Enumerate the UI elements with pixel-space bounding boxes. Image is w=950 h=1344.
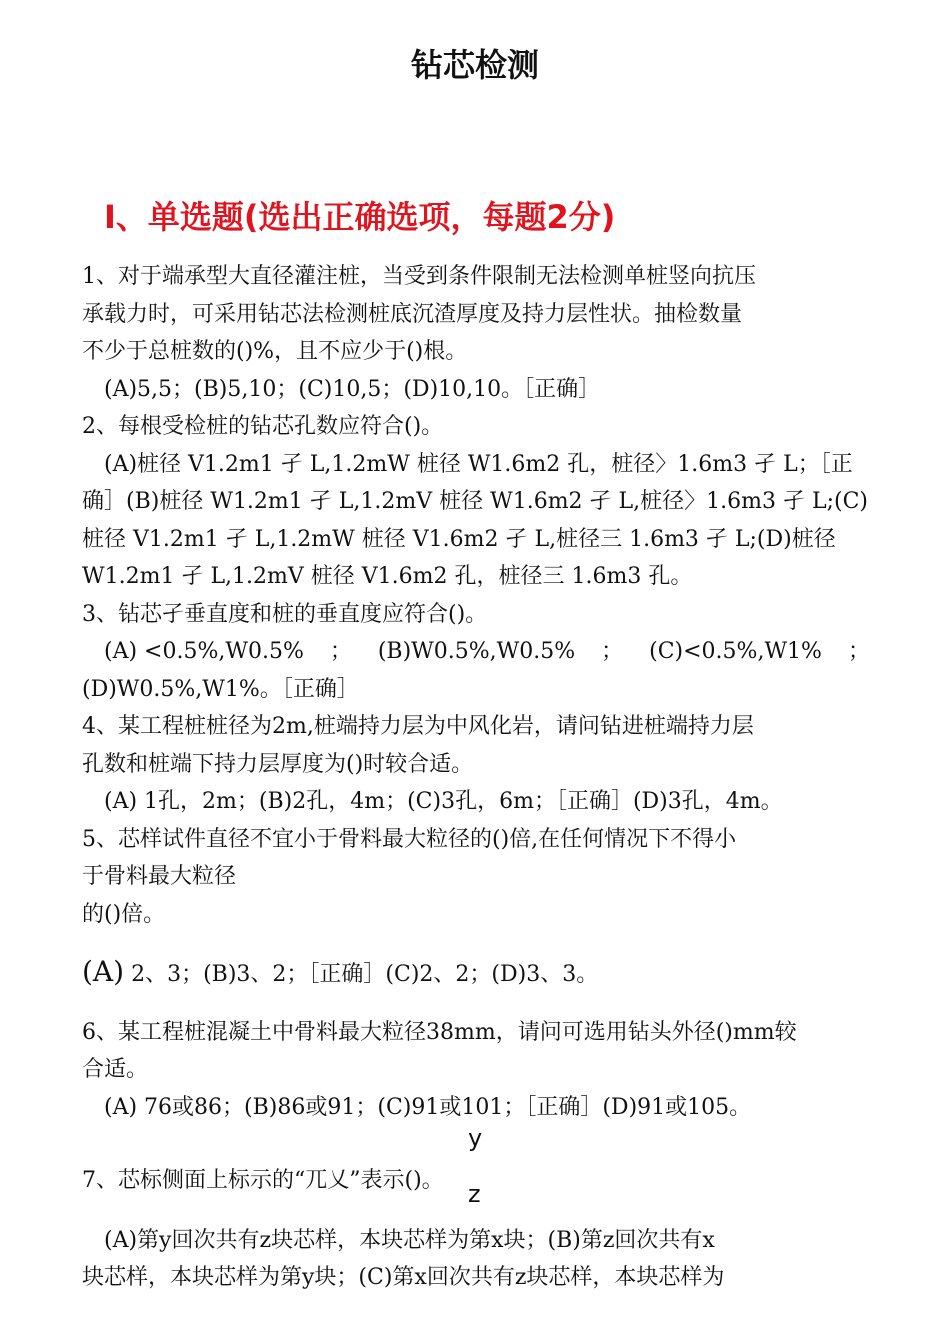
question-options: (A)5,5；(B)5,10；(C)10,5；(D)10,10。［正确］: [104, 376, 601, 402]
question-2: [82, 408, 870, 596]
question-text: 承载力时，可采用钻芯法检测桩底沉渣厚度及持力层性状。抽检数量: [82, 301, 743, 327]
question-text-block: [82, 1124, 870, 1208]
question-options: [82, 633, 870, 671]
option-separator: ；: [329, 639, 352, 664]
question-5: [82, 821, 870, 1014]
question-options: 桩径 V1.2m1 孑 L,1.2mW 桩径 V1.6m2 孑 L,桩径三 1.6m3 孑 L;(D)桩径: [82, 526, 836, 552]
option-a: (A) <0.5%,W0.5%: [104, 639, 304, 664]
question-options: (A)桩径 V1.2m1 孑 L,1.2mW 桩径 W1.6m2 孔，桩径〉1.6m3 孑 L；［正: [104, 451, 853, 477]
section-heading: I、单选题(选出正确选项，每题2分): [104, 198, 616, 236]
question-text: 7、芯标侧面上标示的“兀乂”表示()。: [82, 1168, 444, 1193]
question-options: (A) 1孔，2m；(B)2孔，4m；(C)3孔，6m；［正确］(D)3孔，4m。: [104, 789, 783, 814]
document-title: 钻芯检测: [410, 46, 539, 84]
question-options: [82, 953, 870, 994]
question-text: 1、对于端承型大直径灌注桩，当受到条件限制无法检测单桩竖向抗压: [82, 264, 756, 289]
question-text: 2、每根受检桩的钻芯孔数应符合()。: [82, 414, 444, 439]
question-4: [82, 708, 870, 821]
option-list: 2、3；(B)3、2；［正确］(C)2、2；(D)3、3。: [131, 962, 599, 987]
question-text: 孔数和桩端下持力层厚度为()时较合适。: [82, 751, 474, 777]
question-text: 3、钻芯孑垂直度和桩的垂直度应符合()。: [82, 601, 488, 627]
question-text: 合适。: [82, 1057, 149, 1082]
question-options: 确］(B)桩径 W1.2m1 孑 L,1.2mV 桩径 W1.6m2 孑 L,桩径〉1.6m3 孑 L;(C): [82, 489, 868, 514]
option-separator: ；: [847, 639, 870, 664]
question-1: [82, 258, 870, 408]
question-list: [82, 258, 870, 1297]
question-options: (A) 76或86；(B)86或91；(C)91或101；［正确］(D)91或105。: [104, 1094, 752, 1120]
question-text: 的()倍。: [82, 901, 166, 927]
question-7: [82, 1124, 870, 1297]
option-separator: ；: [601, 639, 624, 664]
option-b: (B)W0.5%,W0.5%: [377, 639, 576, 664]
question-text: 4、某工程桩桩径为2m,桩端持力层为中风化岩，请问钻进桩端持力层: [82, 714, 754, 739]
question-options: 块芯样，本块芯样为第y块；(C)第x回次共有z块芯样，本块芯样为: [82, 1265, 725, 1290]
question-text: 于骨料最大粒径: [82, 864, 237, 889]
superscript-y: y: [468, 1124, 483, 1152]
option-prefix: (A): [82, 955, 125, 988]
question-options: W1.2m1 孑 L,1.2mV 桩径 V1.6m2 孔，桩径三 1.6m3 孔。: [82, 564, 693, 589]
question-text: 5、芯样试件直径不宜小于骨料最大粒径的()倍,在任何情况下不得小: [82, 826, 737, 852]
question-text: 6、某工程桩混凝土中骨料最大粒径38mm，请问可选用钻头外径()mm较: [82, 1019, 797, 1045]
question-3: [82, 596, 870, 709]
question-text: 不少于总桩数的()%，且不应少于()根。: [82, 339, 468, 364]
option-d: (D)W0.5%,W1%。［正确］: [82, 676, 359, 702]
subscript-z: z: [468, 1180, 481, 1208]
question-6: [82, 1014, 870, 1127]
option-c: (C)<0.5%,W1%: [649, 639, 822, 664]
question-options: (A)第y回次共有z块芯样，本块芯样为第x块；(B)第z回次共有x: [104, 1227, 715, 1253]
